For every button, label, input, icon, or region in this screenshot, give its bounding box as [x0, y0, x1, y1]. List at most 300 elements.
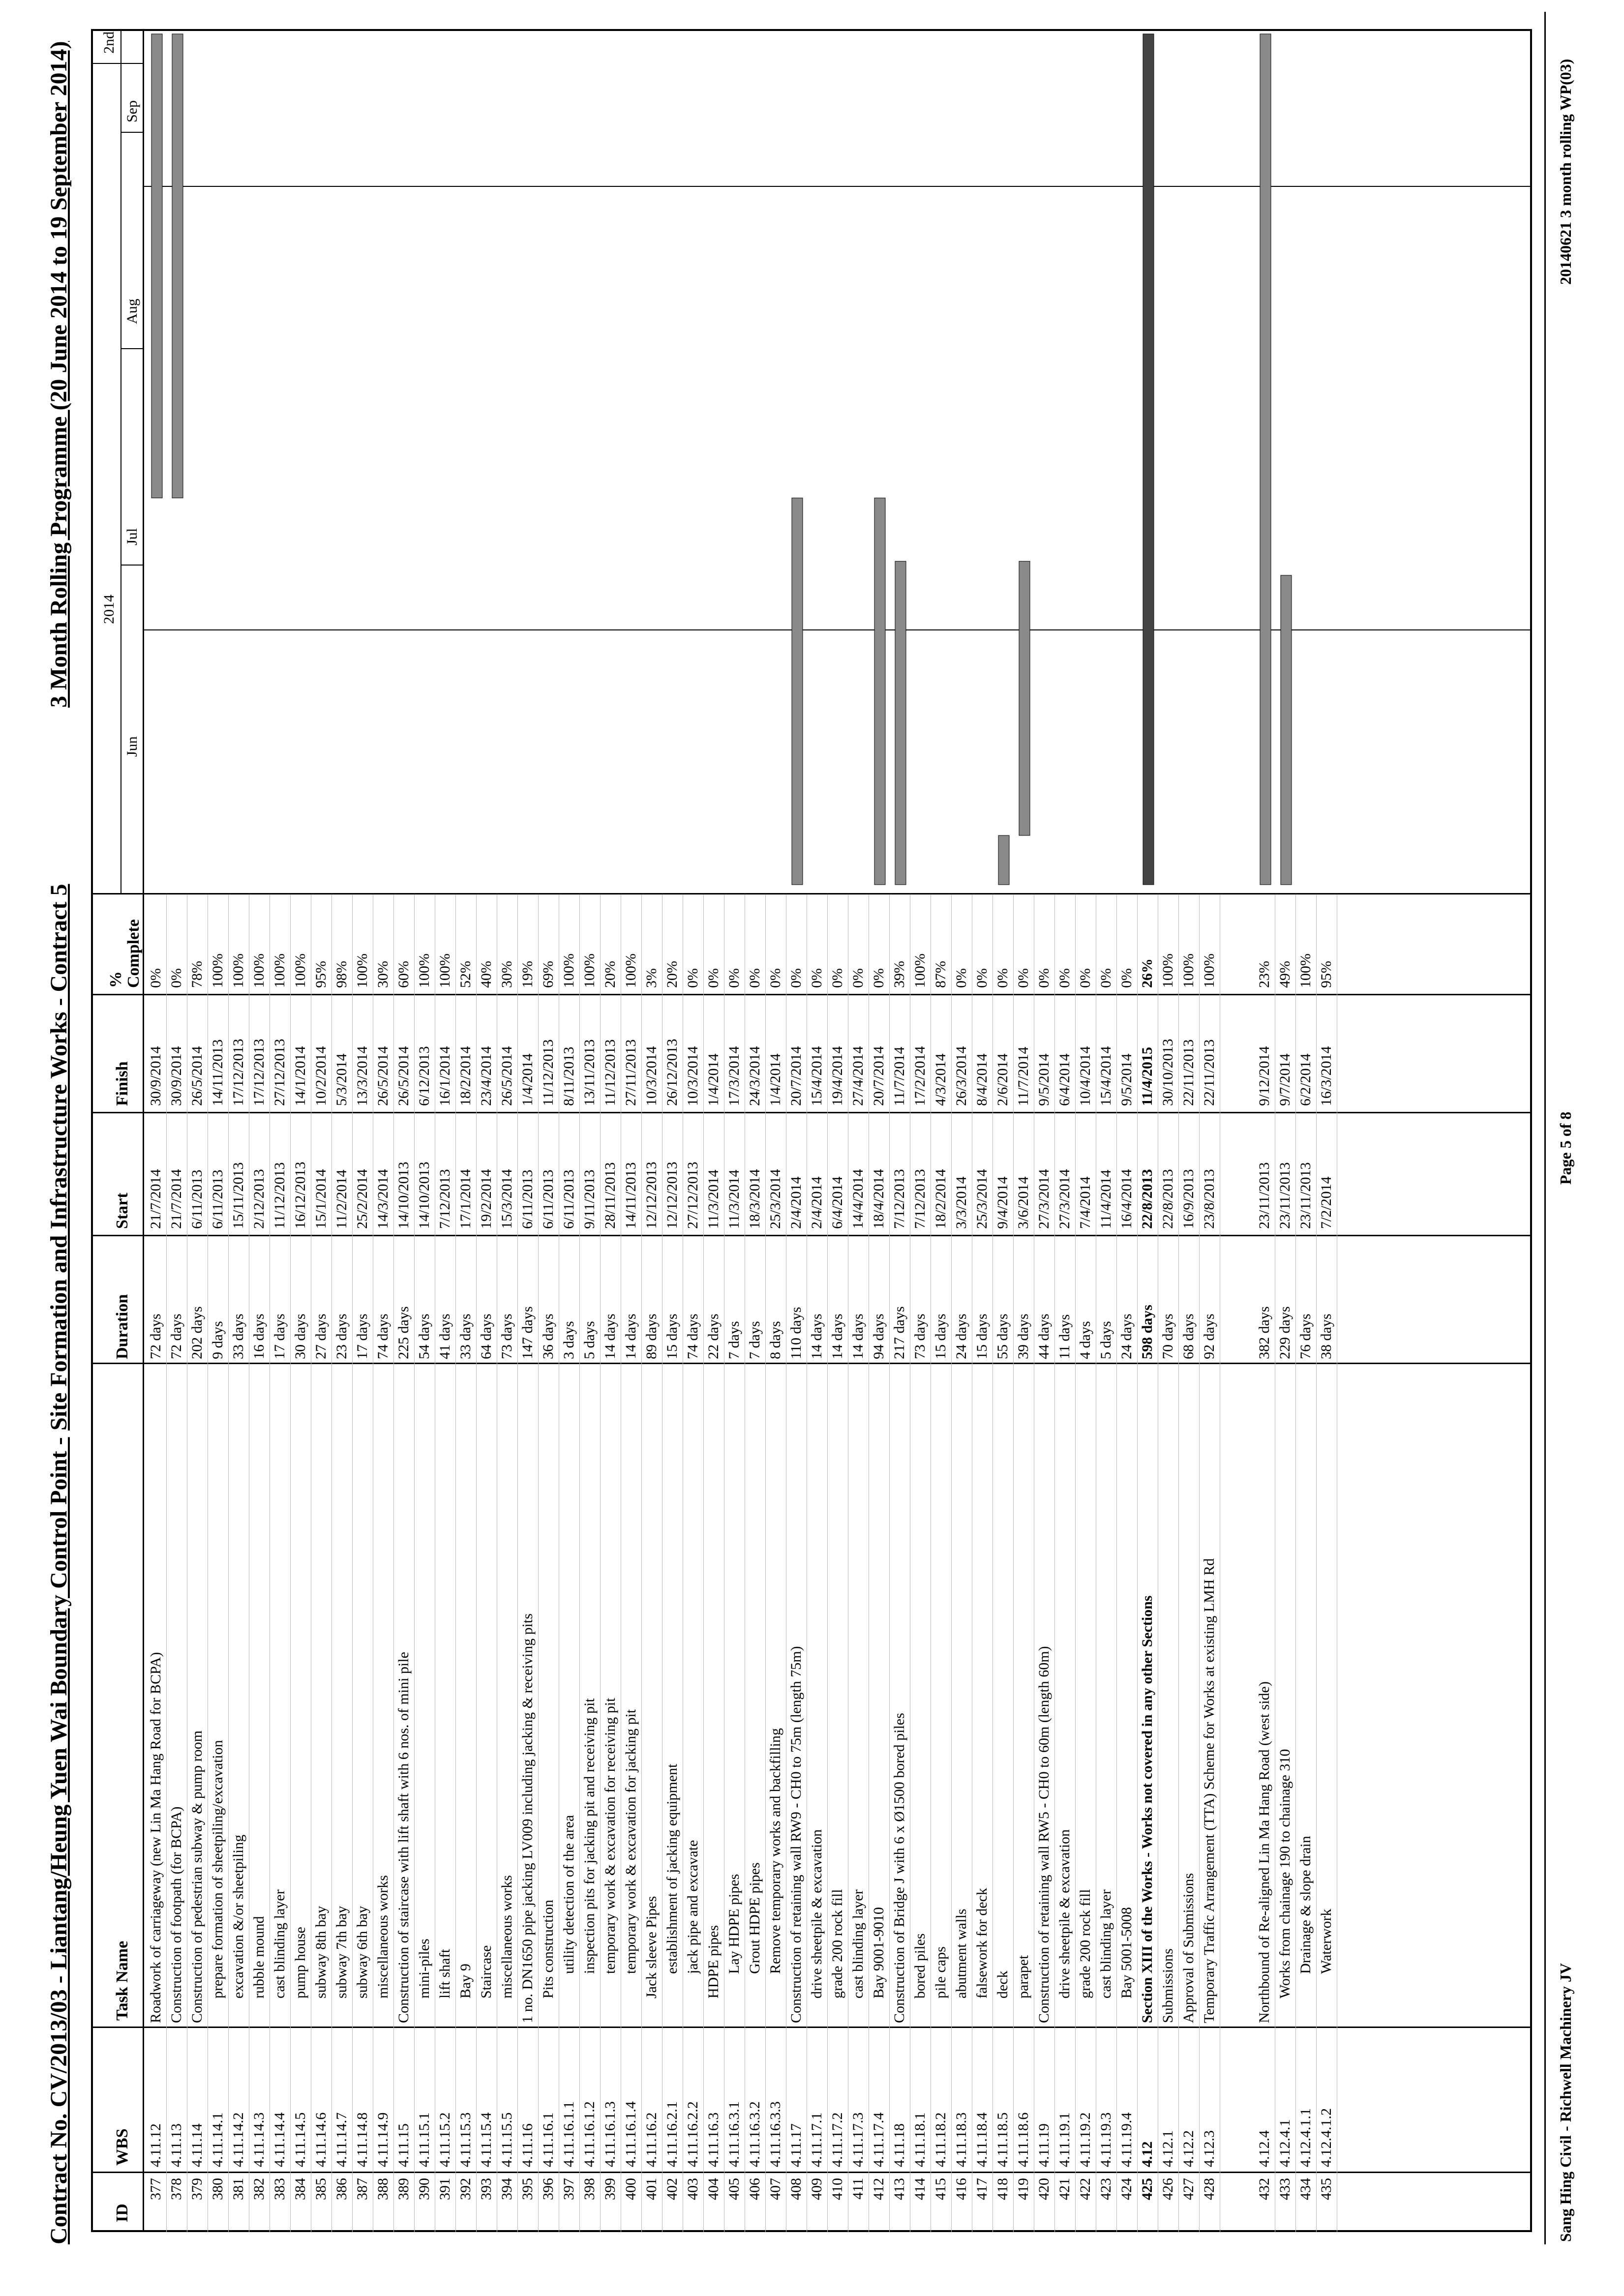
cell-duration: 72 days: [168, 1313, 184, 1359]
cell-id: 408: [788, 2178, 804, 2200]
cell-complete: 0%: [809, 968, 825, 988]
cell-complete: 0%: [994, 968, 1011, 988]
cell-task: prepare formation of sheetpiling/excavation: [210, 1740, 226, 1998]
cell-id: 420: [1036, 2178, 1052, 2200]
cell-finish: 11/12/2013: [540, 1039, 556, 1106]
cell-duration: 5 days: [1098, 1321, 1114, 1359]
cell-finish: 13/3/2014: [354, 1046, 370, 1106]
cell-start: 6/11/2013: [210, 1169, 226, 1229]
cell-wbs: 4.11.16.1.3: [602, 2101, 618, 2167]
cell-task: Grout HDPE pipes: [747, 1862, 763, 1974]
cell-wbs: 4.11.16.2.2: [685, 2101, 701, 2167]
cell-start: 3/6/2014: [1015, 1176, 1031, 1229]
cell-start: 7/12/2013: [912, 1169, 928, 1229]
cell-finish: 1/4/2014: [767, 1053, 783, 1106]
cell-finish: 6/2/2014: [1297, 1053, 1314, 1106]
cell-finish: 17/3/2014: [726, 1046, 742, 1106]
cell-task: HDPE pipes: [705, 1925, 722, 1998]
cell-wbs: 4.11.12: [148, 2123, 164, 2167]
cell-task: utility detection of the area: [561, 1815, 577, 1974]
cell-finish: 22/11/2013: [1180, 1039, 1197, 1106]
timescale-year: 2014: [101, 595, 117, 624]
gantt-bar: [172, 34, 183, 498]
cell-wbs: 4.11.16.2: [643, 2112, 660, 2167]
cell-task: Submissions: [1160, 1948, 1176, 2023]
cell-start: 25/3/2014: [767, 1169, 783, 1229]
cell-task: cast blinding layer: [850, 1889, 866, 1998]
cell-start: 16/12/2013: [292, 1162, 308, 1229]
footer-rule: [1544, 12, 1546, 2244]
cell-id: 399: [602, 2178, 618, 2200]
cell-start: 12/12/2013: [664, 1162, 680, 1229]
cell-finish: 6/4/2014: [1056, 1053, 1073, 1106]
cell-start: 11/3/2014: [705, 1169, 722, 1229]
gantt-bar: [1260, 34, 1271, 885]
cell-duration: 54 days: [416, 1313, 432, 1359]
cell-finish: 11/7/2014: [891, 1046, 907, 1106]
cell-task: miscellaneous works: [375, 1875, 391, 1998]
cell-finish: 26/5/2014: [499, 1046, 515, 1106]
cell-task: rubble mound: [251, 1916, 267, 1998]
cell-complete: 0%: [1056, 968, 1073, 988]
cell-task: Construction of retaining wall RW5 - CH0 to 60m (length 60m): [1036, 1646, 1052, 2023]
contract-title: Contract No. CV/2013/03 - Liantang/Heung Yuen Wai Boundary Control Point -: [46, 1437, 72, 2244]
cell-start: 23/11/2013: [1277, 1162, 1293, 1229]
col-id: ID: [113, 2204, 131, 2222]
cell-wbs: 4.11.17.2: [829, 2112, 845, 2167]
cell-id: 403: [685, 2178, 701, 2200]
cell-id: 378: [168, 2178, 184, 2200]
cell-duration: 64 days: [478, 1313, 494, 1359]
cell-start: 6/11/2013: [540, 1169, 556, 1229]
cell-finish: 8/4/2014: [974, 1053, 990, 1106]
cell-start: 7/2/2014: [1318, 1176, 1334, 1229]
cell-wbs: 4.11.16.1.4: [623, 2101, 639, 2167]
cell-complete: 0%: [767, 968, 783, 988]
cell-complete: 100%: [230, 954, 246, 988]
cell-complete: 49%: [1277, 961, 1293, 988]
cell-start: 12/12/2013: [643, 1162, 660, 1229]
cell-wbs: 4.11.16.1.2: [581, 2101, 598, 2167]
cell-complete: 100%: [623, 954, 639, 988]
cell-finish: 14/1/2014: [292, 1046, 308, 1106]
cell-wbs: 4.12.1: [1160, 2130, 1176, 2167]
cell-start: 11/4/2014: [1098, 1169, 1114, 1229]
cell-duration: 73 days: [912, 1313, 928, 1359]
cell-id: 406: [747, 2178, 763, 2200]
gantt-bar: [895, 561, 906, 885]
cell-id: 435: [1318, 2178, 1334, 2200]
cell-id: 416: [953, 2178, 969, 2200]
cell-complete: 100%: [292, 954, 308, 988]
cell-start: 14/10/2013: [416, 1162, 432, 1229]
cell-start: 23/11/2013: [1297, 1162, 1314, 1229]
cell-wbs: 4.11.16: [519, 2123, 536, 2167]
cell-wbs: 4.11.14.7: [333, 2112, 350, 2167]
cell-wbs: 4.11.14.8: [354, 2112, 370, 2167]
cell-duration: 68 days: [1180, 1313, 1197, 1359]
cell-finish: 4/3/2014: [932, 1053, 949, 1106]
cell-duration: 27 days: [313, 1313, 329, 1359]
cell-complete: 100%: [1160, 954, 1176, 988]
cell-task: cast blinding layer: [1098, 1889, 1114, 1998]
timescale-month-jul: Jul: [124, 528, 140, 545]
cell-wbs: 4.11.15.5: [499, 2112, 515, 2167]
cell-duration: 147 days: [519, 1306, 536, 1359]
cell-task: parapet: [1015, 1955, 1031, 1998]
cell-task: inspection pits for jacking pit and receiving pit: [581, 1698, 598, 1974]
cell-start: 15/11/2013: [230, 1162, 246, 1229]
cell-duration: 15 days: [664, 1313, 680, 1359]
cell-task: establishment of jacking equipment: [664, 1763, 680, 1974]
cell-duration: 38 days: [1318, 1313, 1334, 1359]
cell-wbs: 4.11.14.1: [210, 2112, 226, 2167]
gantt-bar: [874, 498, 885, 885]
cell-id: 418: [994, 2178, 1011, 2200]
cell-duration: 4 days: [1077, 1321, 1093, 1359]
cell-start: 2/4/2014: [809, 1176, 825, 1229]
cell-finish: 10/4/2014: [1077, 1046, 1093, 1106]
cell-duration: 41 days: [437, 1313, 453, 1359]
gantt-bar: [1019, 561, 1030, 835]
cell-start: 16/4/2014: [1118, 1169, 1135, 1229]
cell-id: 428: [1201, 2178, 1217, 2200]
cell-finish: 26/5/2014: [375, 1046, 391, 1106]
cell-complete: 100%: [437, 954, 453, 988]
cell-complete: 0%: [168, 968, 184, 988]
cell-finish: 1/4/2014: [705, 1053, 722, 1106]
cell-task: drive sheetpile & excavation: [809, 1829, 825, 1998]
cell-duration: 73 days: [499, 1313, 515, 1359]
cell-start: 27/3/2014: [1036, 1169, 1052, 1229]
cell-complete: 100%: [1180, 954, 1197, 988]
cell-finish: 30/10/2013: [1160, 1039, 1176, 1106]
cell-start: 14/10/2013: [395, 1162, 412, 1229]
cell-start: 22/8/2013: [1160, 1169, 1176, 1229]
cell-wbs: 4.11.19.3: [1098, 2112, 1114, 2167]
cell-duration: 24 days: [953, 1313, 969, 1359]
cell-wbs: 4.12.2: [1180, 2130, 1197, 2167]
cell-duration: 217 days: [891, 1306, 907, 1359]
cell-id: 389: [395, 2178, 412, 2200]
cell-task: Pits construction: [540, 1900, 556, 1998]
cell-finish: 30/9/2014: [168, 1046, 184, 1106]
cell-duration: 92 days: [1201, 1313, 1217, 1359]
cell-finish: 9/5/2014: [1036, 1053, 1052, 1106]
cell-id: 383: [271, 2178, 288, 2200]
cell-start: 9/11/2013: [581, 1169, 598, 1229]
cell-id: 380: [210, 2178, 226, 2200]
cell-task: cast blinding layer: [271, 1889, 288, 1998]
cell-complete: 0%: [1036, 968, 1052, 988]
cell-task: Bay 9001-9010: [871, 1907, 887, 1998]
cell-wbs: 4.11.18.6: [1015, 2112, 1031, 2167]
cell-task: Roadwork of carriageway (new Lin Ma Hang Road for BCPA): [148, 1652, 164, 2023]
cell-id: 401: [643, 2178, 660, 2200]
cell-id: 377: [148, 2178, 164, 2200]
cell-wbs: 4.11.16.3.2: [747, 2101, 763, 2167]
cell-start: 11/12/2013: [271, 1162, 288, 1229]
cell-id: 413: [891, 2178, 907, 2200]
cell-id: 425: [1139, 2178, 1155, 2200]
cell-duration: 229 days: [1277, 1306, 1293, 1359]
cell-id: 419: [1015, 2178, 1031, 2200]
cell-task: Construction of Bridge J with 6 x Ø1500 bored piles: [891, 1713, 907, 2023]
cell-wbs: 4.11.19.1: [1056, 2112, 1073, 2167]
cell-complete: 0%: [726, 968, 742, 988]
cell-task: drive sheetpile & excavation: [1056, 1829, 1073, 1998]
cell-id: 392: [457, 2178, 474, 2200]
cell-task: Bay 9: [457, 1964, 474, 1998]
cell-wbs: 4.11.13: [168, 2123, 184, 2167]
cell-start: 9/4/2014: [994, 1176, 1011, 1229]
cell-duration: 11 days: [1056, 1314, 1073, 1359]
cell-wbs: 4.11.14.9: [375, 2112, 391, 2167]
cell-task: grade 200 rock fill: [1077, 1889, 1093, 1998]
cell-complete: 0%: [829, 968, 845, 988]
col-duration: Duration: [113, 1294, 131, 1359]
cell-wbs: 4.12.4.1.2: [1318, 2108, 1334, 2167]
cell-duration: 14 days: [809, 1313, 825, 1359]
cell-finish: 17/2/2014: [912, 1046, 928, 1106]
cell-duration: 24 days: [1118, 1313, 1135, 1359]
cell-id: 415: [932, 2178, 949, 2200]
cell-id: 402: [664, 2178, 680, 2200]
cell-complete: 19%: [519, 961, 536, 988]
cell-duration: 17 days: [354, 1313, 370, 1359]
cell-id: 404: [705, 2178, 722, 2200]
cell-finish: 11/4/2015: [1139, 1046, 1155, 1106]
cell-start: 18/4/2014: [871, 1169, 887, 1229]
cell-duration: 17 days: [271, 1313, 288, 1359]
cell-start: 2/12/2013: [251, 1169, 267, 1229]
cell-duration: 14 days: [602, 1313, 618, 1359]
cell-wbs: 4.11.15.4: [478, 2112, 494, 2167]
cell-task: Jack sleeve Pipes: [643, 1896, 660, 1998]
cell-task: temporary work & excavation for receiving pit: [602, 1698, 618, 1974]
cell-finish: 16/3/2014: [1318, 1046, 1334, 1106]
cell-wbs: 4.11.15.2: [437, 2112, 453, 2167]
cell-task: Works from chainage 190 to chainage 310: [1277, 1749, 1293, 1998]
cell-id: 427: [1180, 2178, 1197, 2200]
cell-complete: 40%: [478, 961, 494, 988]
cell-id: 405: [726, 2178, 742, 2200]
cell-start: 27/12/2013: [685, 1162, 701, 1229]
cell-complete: 0%: [685, 968, 701, 988]
cell-task: jack pipe and excavate: [685, 1840, 701, 1974]
cell-complete: 100%: [271, 954, 288, 988]
cell-finish: 8/11/2013: [561, 1046, 577, 1106]
cell-id: 395: [519, 2178, 536, 2200]
timescale-month-jun: Jun: [124, 736, 140, 757]
cell-wbs: 4.11.14.5: [292, 2112, 308, 2167]
cell-complete: 30%: [375, 961, 391, 988]
cell-duration: 14 days: [623, 1313, 639, 1359]
cell-duration: 382 days: [1256, 1306, 1272, 1359]
cell-finish: 26/5/2014: [395, 1046, 412, 1106]
cell-finish: 27/11/2013: [623, 1039, 639, 1106]
cell-finish: 20/7/2014: [871, 1046, 887, 1106]
cell-complete: 100%: [416, 954, 432, 988]
cell-id: 381: [230, 2178, 246, 2200]
cell-complete: 100%: [561, 954, 577, 988]
cell-duration: 74 days: [685, 1313, 701, 1359]
footer-page: Page 5 of 8: [1557, 1111, 1574, 1185]
cell-id: 394: [499, 2178, 515, 2200]
cell-task: 1 no. DN1650 pipe jacking LV009 including jacking & receiving pits: [519, 1613, 536, 2023]
cell-finish: 9/12/2014: [1256, 1046, 1272, 1106]
cell-task: Remove temporary works and backfilling: [767, 1728, 783, 1974]
cell-wbs: 4.11.14: [189, 2123, 205, 2167]
gantt-bar: [151, 34, 162, 498]
cell-task: bored piles: [912, 1933, 928, 1998]
cell-complete: 0%: [850, 968, 866, 988]
cell-id: 426: [1160, 2178, 1176, 2200]
cell-wbs: 4.11.18.3: [953, 2112, 969, 2167]
cell-duration: 8 days: [767, 1321, 783, 1359]
cell-duration: 22 days: [705, 1313, 722, 1359]
cell-task: excavation &/or sheetpiling: [230, 1834, 246, 1998]
cell-start: 15/1/2014: [313, 1169, 329, 1229]
cell-wbs: 4.12.4: [1256, 2130, 1272, 2167]
cell-wbs: 4.11.16.1: [540, 2112, 556, 2167]
cell-finish: 10/3/2014: [685, 1046, 701, 1106]
cell-id: 382: [251, 2178, 267, 2200]
cell-start: 25/3/2014: [974, 1169, 990, 1229]
cell-start: 18/3/2014: [747, 1169, 763, 1229]
cell-start: 27/3/2014: [1056, 1169, 1073, 1229]
col-wbs: WBS: [113, 2128, 131, 2166]
cell-complete: 20%: [664, 961, 680, 988]
cell-id: 387: [354, 2178, 370, 2200]
cell-duration: 110 days: [788, 1307, 804, 1359]
cell-duration: 23 days: [333, 1313, 350, 1359]
cell-complete: 26%: [1139, 958, 1155, 988]
cell-complete: 0%: [705, 968, 722, 988]
cell-complete: 0%: [1098, 968, 1114, 988]
cell-wbs: 4.11.19: [1036, 2123, 1052, 2167]
cell-start: 28/11/2013: [602, 1162, 618, 1229]
cell-finish: 23/4/2014: [478, 1046, 494, 1106]
cell-id: 410: [829, 2178, 845, 2200]
cell-finish: 5/3/2014: [333, 1053, 350, 1106]
cell-task: pump house: [292, 1927, 308, 1998]
cell-id: 411: [850, 2178, 866, 2200]
cell-duration: 14 days: [850, 1313, 866, 1359]
cell-wbs: 4.12: [1139, 2141, 1155, 2167]
works-title: Site Formation and Infrastructure Works - Contract 5: [46, 884, 72, 1431]
cell-duration: 5 days: [581, 1321, 598, 1359]
cell-finish: 15/4/2014: [1098, 1046, 1114, 1106]
cell-start: 2/4/2014: [788, 1176, 804, 1229]
cell-finish: 9/5/2014: [1118, 1053, 1135, 1106]
cell-start: 16/9/2013: [1180, 1169, 1197, 1229]
gantt-bar: [1143, 34, 1154, 885]
cell-complete: 69%: [540, 961, 556, 988]
cell-duration: 7 days: [726, 1321, 742, 1359]
cell-start: 6/11/2013: [519, 1169, 536, 1229]
cell-task: deck: [994, 1970, 1011, 1998]
cell-finish: 27/4/2014: [850, 1046, 866, 1106]
cell-complete: 100%: [581, 954, 598, 988]
cell-duration: 7 days: [747, 1321, 763, 1359]
cell-id: 391: [437, 2178, 453, 2200]
cell-start: 11/2/2014: [333, 1169, 350, 1229]
cell-wbs: 4.12.4.1: [1277, 2119, 1293, 2167]
cell-duration: 89 days: [643, 1313, 660, 1359]
cell-wbs: 4.11.15: [395, 2123, 412, 2167]
cell-task: Temporary Traffic Arrangement (TTA) Scheme for Works at existing LMH Rd: [1201, 1558, 1217, 2023]
cell-id: 400: [623, 2178, 639, 2200]
cell-id: 432: [1256, 2178, 1272, 2200]
cell-id: 384: [292, 2178, 308, 2200]
cell-start: 7/4/2014: [1077, 1176, 1093, 1229]
cell-finish: 26/5/2014: [189, 1046, 205, 1106]
cell-finish: 14/11/2013: [210, 1039, 226, 1106]
cell-id: 412: [871, 2178, 887, 2200]
cell-finish: 24/3/2014: [747, 1046, 763, 1106]
cell-wbs: 4.11.14.2: [230, 2112, 246, 2167]
cell-wbs: 4.11.19.2: [1077, 2112, 1093, 2167]
cell-start: 23/11/2013: [1256, 1162, 1272, 1229]
cell-task: Drainage & slope drain: [1297, 1836, 1314, 1974]
cell-start: 19/2/2014: [478, 1169, 494, 1229]
cell-start: 21/7/2014: [168, 1169, 184, 1229]
cell-duration: 598 days: [1139, 1305, 1155, 1359]
cell-finish: 10/2/2014: [313, 1046, 329, 1106]
cell-id: 423: [1098, 2178, 1114, 2200]
cell-id: 393: [478, 2178, 494, 2200]
cell-complete: 87%: [932, 961, 949, 988]
cell-wbs: 4.11.15.1: [416, 2112, 432, 2167]
cell-finish: 10/3/2014: [643, 1046, 660, 1106]
cell-start: 14/3/2014: [375, 1169, 391, 1229]
cell-start: 25/2/2014: [354, 1169, 370, 1229]
cell-complete: 23%: [1256, 961, 1272, 988]
cell-start: 14/4/2014: [850, 1169, 866, 1229]
cell-start: 23/8/2013: [1201, 1169, 1217, 1229]
timescale-month-aug: Aug: [124, 298, 140, 324]
cell-task: Waterwork: [1318, 1908, 1334, 1974]
cell-id: 388: [375, 2178, 391, 2200]
cell-complete: 30%: [499, 961, 515, 988]
cell-finish: 9/7/2014: [1277, 1053, 1293, 1106]
cell-wbs: 4.12.3: [1201, 2130, 1217, 2167]
cell-wbs: 4.11.18: [891, 2123, 907, 2167]
cell-id: 421: [1056, 2178, 1073, 2200]
cell-task: lift shaft: [437, 1949, 453, 1998]
cell-finish: 1/4/2014: [519, 1053, 536, 1106]
col-complete: % Complete: [107, 919, 143, 988]
gantt-bar: [1281, 575, 1292, 885]
cell-finish: 26/3/2014: [953, 1046, 969, 1106]
cell-wbs: 4.11.16.3: [705, 2112, 722, 2167]
cell-wbs: 4.11.17.1: [809, 2112, 825, 2167]
cell-wbs: 4.11.17: [788, 2123, 804, 2167]
cell-duration: 202 days: [189, 1306, 205, 1359]
cell-task: pile caps: [932, 1946, 949, 1998]
cell-start: 3/3/2014: [953, 1176, 969, 1229]
cell-complete: 0%: [148, 968, 164, 988]
cell-task: Bay 5001-5008: [1118, 1907, 1135, 1998]
cell-finish: 19/4/2014: [829, 1046, 845, 1106]
cell-complete: 3%: [643, 968, 660, 988]
cell-complete: 100%: [251, 954, 267, 988]
cell-complete: 100%: [210, 954, 226, 988]
footer-doc-ref: 20140621 3 month rolling WP(03): [1557, 59, 1574, 285]
cell-id: 398: [581, 2178, 598, 2200]
cell-wbs: 4.11.14.3: [251, 2112, 267, 2167]
